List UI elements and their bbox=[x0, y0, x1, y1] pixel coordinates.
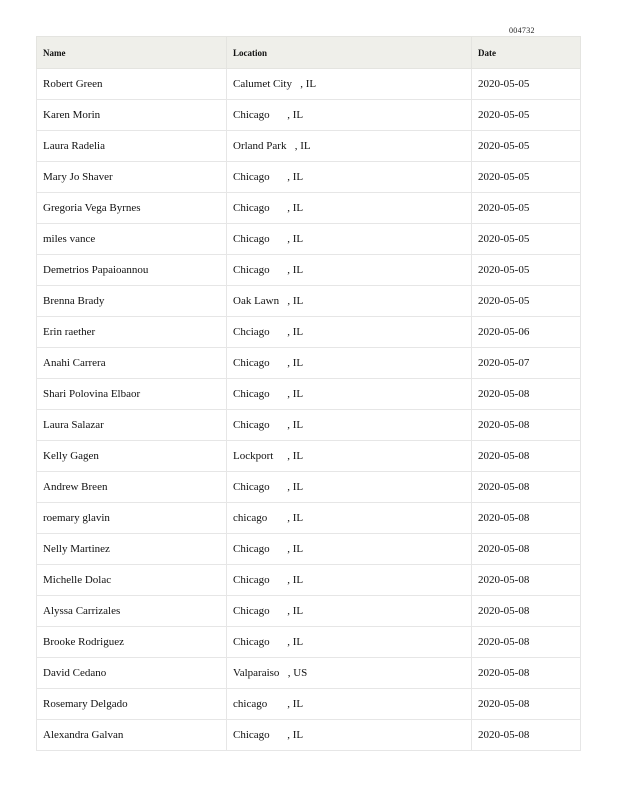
location-city: Chicago bbox=[233, 419, 270, 431]
cell-date: 2020-05-08 bbox=[472, 534, 581, 565]
location-state: , IL bbox=[287, 636, 304, 648]
location-city: Chicago bbox=[233, 605, 270, 617]
cell-date: 2020-05-08 bbox=[472, 441, 581, 472]
page-id: 004732 bbox=[509, 26, 535, 35]
location-city: Chicago bbox=[233, 388, 270, 400]
cell-location bbox=[227, 131, 472, 162]
location-state: , IL bbox=[287, 171, 304, 183]
location-state: , IL bbox=[287, 419, 304, 431]
location-city: Chicago bbox=[233, 481, 270, 493]
cell-name: Karen Morin bbox=[37, 100, 227, 131]
table-row bbox=[37, 596, 581, 627]
table-row bbox=[37, 317, 581, 348]
cell-name: Laura Salazar bbox=[37, 410, 227, 441]
cell-name: Rosemary Delgado bbox=[37, 689, 227, 720]
cell-name: Mary Jo Shaver bbox=[37, 162, 227, 193]
table-row bbox=[37, 472, 581, 503]
cell-location bbox=[227, 503, 472, 534]
table-row bbox=[37, 441, 581, 472]
cell-date: 2020-05-05 bbox=[472, 286, 581, 317]
location-city: Chicago bbox=[233, 636, 270, 648]
table-header-row bbox=[37, 37, 581, 69]
table-row bbox=[37, 627, 581, 658]
location-state: , IL bbox=[287, 326, 304, 338]
location-state: , IL bbox=[287, 295, 304, 307]
table-body bbox=[37, 69, 581, 751]
location-state: , IL bbox=[287, 729, 304, 741]
cell-name: Shari Polovina Elbaor bbox=[37, 379, 227, 410]
location-city: Valparaiso bbox=[233, 667, 280, 679]
location-state: , IL bbox=[287, 357, 304, 369]
cell-date: 2020-05-05 bbox=[472, 255, 581, 286]
table-row bbox=[37, 286, 581, 317]
location-state: , IL bbox=[287, 481, 304, 493]
location-city: Chicago bbox=[233, 574, 270, 586]
cell-date: 2020-05-08 bbox=[472, 627, 581, 658]
cell-location bbox=[227, 69, 472, 100]
cell-date: 2020-05-05 bbox=[472, 224, 581, 255]
location-state: , US bbox=[287, 667, 308, 679]
cell-date: 2020-05-08 bbox=[472, 379, 581, 410]
cell-location bbox=[227, 379, 472, 410]
cell-location bbox=[227, 472, 472, 503]
column-header-date: Date bbox=[472, 37, 581, 69]
cell-date: 2020-05-08 bbox=[472, 503, 581, 534]
location-city: chicago bbox=[233, 698, 268, 710]
location-state: , IL bbox=[287, 605, 304, 617]
location-state: , IL bbox=[287, 388, 304, 400]
cell-date: 2020-05-07 bbox=[472, 348, 581, 379]
location-state: , IL bbox=[287, 202, 304, 214]
location-city: Chciago bbox=[233, 326, 270, 338]
table-row bbox=[37, 131, 581, 162]
table-row bbox=[37, 689, 581, 720]
cell-location bbox=[227, 317, 472, 348]
table-row bbox=[37, 224, 581, 255]
cell-location bbox=[227, 565, 472, 596]
location-city: Chicago bbox=[233, 543, 270, 555]
cell-date: 2020-05-05 bbox=[472, 69, 581, 100]
cell-location bbox=[227, 193, 472, 224]
cell-name: Robert Green bbox=[37, 69, 227, 100]
location-state: , IL bbox=[300, 78, 317, 90]
cell-location bbox=[227, 348, 472, 379]
cell-location bbox=[227, 255, 472, 286]
location-state: , IL bbox=[287, 574, 304, 586]
cell-date: 2020-05-08 bbox=[472, 596, 581, 627]
table-row bbox=[37, 534, 581, 565]
location-state: , IL bbox=[287, 543, 304, 555]
location-city: Calumet City bbox=[233, 78, 292, 90]
table-row bbox=[37, 100, 581, 131]
cell-location bbox=[227, 441, 472, 472]
cell-name: Brenna Brady bbox=[37, 286, 227, 317]
table-row bbox=[37, 410, 581, 441]
cell-name: Laura Radelia bbox=[37, 131, 227, 162]
cell-date: 2020-05-05 bbox=[472, 131, 581, 162]
cell-date: 2020-05-08 bbox=[472, 720, 581, 751]
cell-location bbox=[227, 627, 472, 658]
cell-name: David Cedano bbox=[37, 658, 227, 689]
table-row bbox=[37, 503, 581, 534]
cell-location bbox=[227, 100, 472, 131]
cell-name: Michelle Dolac bbox=[37, 565, 227, 596]
table-row bbox=[37, 379, 581, 410]
cell-name: Anahi Carrera bbox=[37, 348, 227, 379]
table-row bbox=[37, 193, 581, 224]
location-city: Chicago bbox=[233, 264, 270, 276]
cell-name: Andrew Breen bbox=[37, 472, 227, 503]
table-row bbox=[37, 255, 581, 286]
table-row bbox=[37, 348, 581, 379]
table-row bbox=[37, 69, 581, 100]
cell-name: Gregoria Vega Byrnes bbox=[37, 193, 227, 224]
table-row bbox=[37, 565, 581, 596]
cell-name: Demetrios Papaioannou bbox=[37, 255, 227, 286]
cell-name: miles vance bbox=[37, 224, 227, 255]
cell-date: 2020-05-08 bbox=[472, 565, 581, 596]
location-city: Oak Lawn bbox=[233, 295, 280, 307]
table-row bbox=[37, 720, 581, 751]
cell-date: 2020-05-05 bbox=[472, 100, 581, 131]
cell-location bbox=[227, 410, 472, 441]
signers-table bbox=[36, 36, 581, 751]
cell-date: 2020-05-06 bbox=[472, 317, 581, 348]
cell-date: 2020-05-08 bbox=[472, 410, 581, 441]
cell-date: 2020-05-08 bbox=[472, 472, 581, 503]
table-row bbox=[37, 162, 581, 193]
location-city: Lockport bbox=[233, 450, 274, 462]
cell-name: Erin raether bbox=[37, 317, 227, 348]
location-city: Chicago bbox=[233, 109, 270, 121]
cell-name: Brooke Rodriguez bbox=[37, 627, 227, 658]
location-city: Chicago bbox=[233, 729, 270, 741]
location-city: Chicago bbox=[233, 233, 270, 245]
cell-date: 2020-05-08 bbox=[472, 689, 581, 720]
column-header-name: Name bbox=[37, 37, 227, 69]
location-city: Chicago bbox=[233, 357, 270, 369]
table-row bbox=[37, 658, 581, 689]
column-header-location: Location bbox=[227, 37, 472, 69]
cell-location bbox=[227, 224, 472, 255]
cell-date: 2020-05-05 bbox=[472, 162, 581, 193]
location-state: , IL bbox=[287, 512, 304, 524]
location-city: Chicago bbox=[233, 171, 270, 183]
location-state: , IL bbox=[287, 233, 304, 245]
location-state: , IL bbox=[287, 698, 304, 710]
cell-name: Alyssa Carrizales bbox=[37, 596, 227, 627]
cell-location bbox=[227, 596, 472, 627]
cell-location bbox=[227, 162, 472, 193]
cell-name: Kelly Gagen bbox=[37, 441, 227, 472]
cell-location bbox=[227, 534, 472, 565]
location-state: , IL bbox=[287, 450, 304, 462]
cell-date: 2020-05-05 bbox=[472, 193, 581, 224]
location-city: Chicago bbox=[233, 202, 270, 214]
cell-name: roemary glavin bbox=[37, 503, 227, 534]
cell-date: 2020-05-08 bbox=[472, 658, 581, 689]
location-state: , IL bbox=[294, 140, 311, 152]
cell-name: Nelly Martinez bbox=[37, 534, 227, 565]
location-state: , IL bbox=[287, 264, 304, 276]
location-city: chicago bbox=[233, 512, 268, 524]
cell-location bbox=[227, 689, 472, 720]
location-city: Orland Park bbox=[233, 140, 287, 152]
cell-name: Alexandra Galvan bbox=[37, 720, 227, 751]
cell-location bbox=[227, 720, 472, 751]
location-state: , IL bbox=[287, 109, 304, 121]
cell-location bbox=[227, 286, 472, 317]
cell-location bbox=[227, 658, 472, 689]
